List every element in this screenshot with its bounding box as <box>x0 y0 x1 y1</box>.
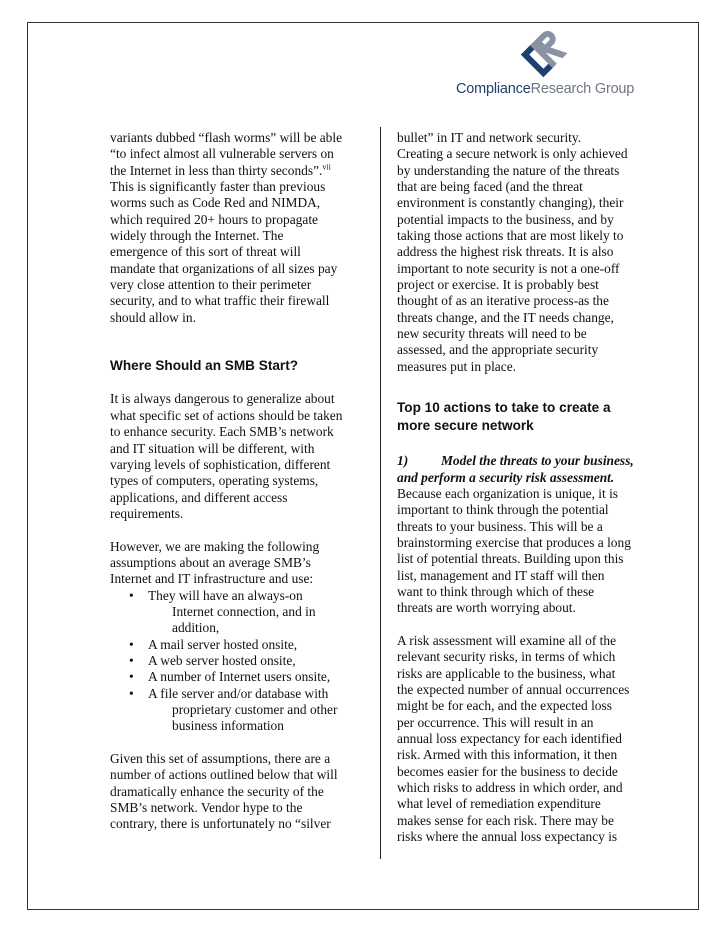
bullet-icon: • <box>129 587 134 603</box>
list-item-text: A file server and/or database with <box>148 685 329 701</box>
company-logo <box>456 30 638 102</box>
company-name-part1: Compliance <box>456 81 531 97</box>
text-line: SMB’s network. Vendor hype to the <box>110 800 303 816</box>
text-line: dramatically enhance the security of the <box>110 783 324 799</box>
text-line: list, management and IT staff will then <box>397 567 605 583</box>
text-line: to enhance security. Each SMB’s network <box>110 424 334 440</box>
text-line: taking those actions that are most likely to <box>397 228 624 244</box>
section-heading-top-10-line1: Top 10 actions to take to create a <box>397 400 611 416</box>
text-line: contrary, there is unfortunately no “silver <box>110 816 331 832</box>
text-line: threats are worth worrying about. <box>397 600 576 616</box>
text-line: variants dubbed “flash worms” will be able <box>110 130 343 145</box>
text-line: should allow in. <box>110 309 196 325</box>
text-line: applications, and different access <box>110 489 288 505</box>
list-item <box>110 637 375 653</box>
text-line: environment is constantly changing), their <box>397 195 624 211</box>
text-line: Given this set of assumptions, there are a <box>110 751 331 767</box>
text-line: “to infect almost all vulnerable servers on <box>110 146 334 162</box>
company-name-part2: Research Group <box>530 81 635 97</box>
text-line: bullet” in IT and network security. <box>397 130 582 145</box>
text-line: and IT situation will be different, with <box>110 440 315 456</box>
text-line: Creating a secure network is only achieved <box>397 146 628 162</box>
action-1-title-text: Model the threats to your business, <box>441 453 634 469</box>
right-column <box>397 130 657 845</box>
text-line: emergence of this sort of threat will <box>110 244 301 260</box>
text-line: assumptions about an average SMB’s <box>110 554 311 570</box>
text-line: very close attention to their perimeter <box>110 277 312 293</box>
text-line: types of computers, operating systems, <box>110 473 319 489</box>
text-line: address the highest risk threats. It is also <box>397 244 614 260</box>
list-item-text: A mail server hosted onsite, <box>148 636 298 652</box>
text-line: brainstorming exercise that produces a long <box>397 534 631 550</box>
text-line: which risks to address in which order, and <box>397 780 623 796</box>
list-item-continuation: proprietary customer and other <box>172 702 338 717</box>
text-line: important to think through the potential <box>397 502 609 518</box>
action-1-title-line2: and perform a security risk assessment. <box>397 469 615 485</box>
text-line: worms such as Code Red and NIMDA, <box>110 195 321 211</box>
text-line: relevant security risks, in terms of which <box>397 649 616 665</box>
list-item-text: A number of Internet users onsite, <box>148 669 331 685</box>
company-name <box>456 80 638 98</box>
list-item <box>110 669 375 685</box>
text-line: potential impacts to the business, and by <box>397 211 614 227</box>
text-line: This is significantly faster than previous <box>110 179 326 195</box>
text-line: risk. Armed with this information, it then <box>397 747 618 763</box>
text-line: that are being faced (and the threat <box>397 179 583 195</box>
action-1-title-line1 <box>397 453 657 469</box>
text-line: important to note security is not a one-off <box>397 260 620 276</box>
text-line: by understanding the nature of the threats <box>397 162 620 178</box>
list-item-continuation: addition, <box>172 620 220 636</box>
action-1-number: 1) <box>397 453 409 469</box>
text-line: Internet and IT infrastructure and use: <box>110 571 314 587</box>
bullet-icon: • <box>129 669 134 685</box>
text-line: risks are applicable to the business, what <box>397 665 616 681</box>
text-line: measures put in place. <box>397 358 516 374</box>
text-line: requirements. <box>110 505 184 521</box>
text-line: mandate that organizations of all sizes pay <box>110 260 338 276</box>
bullet-icon: • <box>129 652 134 668</box>
text-line: project or exercise. It is probably best <box>397 277 599 293</box>
text-line: which required 20+ hours to propagate <box>110 211 318 227</box>
text-line: want to think through which of these <box>397 583 595 599</box>
text-line: number of actions outlined below that will <box>110 767 338 783</box>
text-line: A risk assessment will examine all of the <box>397 632 617 648</box>
list-item <box>110 653 375 669</box>
text-line: Because each organization is unique, it is <box>397 485 619 501</box>
list-item-continuation: Internet connection, and in <box>172 603 316 619</box>
text-line: new security threats will need to be <box>397 326 587 342</box>
text-line: thought of as an iterative process-as the <box>397 293 609 309</box>
list-item-text: They will have an always-on <box>148 587 303 603</box>
text-line-content: the Internet in less than thirty seconds”. <box>110 162 323 178</box>
text-line: However, we are making the following <box>110 538 320 554</box>
footnote-reference[interactable]: vii <box>322 162 331 172</box>
section-heading-where-start: Where Should an SMB Start? <box>110 358 299 374</box>
text-line: might be for each, and the expected loss <box>397 698 612 714</box>
list-item-text: A web server hosted onsite, <box>148 652 296 668</box>
text-line: what level of remediation expenditure <box>397 796 601 812</box>
section-heading-top-10-line2: more secure network <box>397 418 534 434</box>
text-line: assessed, and the appropriate security <box>397 342 599 358</box>
list-item-continuation: business information <box>172 718 284 734</box>
bullet-icon: • <box>129 636 134 652</box>
list-item <box>110 588 375 604</box>
text-line: becomes easier for the business to decide <box>397 763 618 779</box>
cr-logo-mark-icon <box>506 30 578 82</box>
text-line: threats change, and the IT needs change, <box>397 309 614 325</box>
text-line: risks where the annual loss expectancy is <box>397 829 618 845</box>
text-line: It is always dangerous to generalize about <box>110 391 335 407</box>
text-line: varying levels of sophistication, different <box>110 456 331 472</box>
text-line: the expected number of annual occurrences <box>397 681 630 697</box>
text-line: widely through the Internet. The <box>110 228 284 244</box>
text-line: threats to your business. This will be a <box>397 518 603 534</box>
text-line: annual loss expectancy for each identified <box>397 731 622 746</box>
column-divider <box>380 127 381 859</box>
text-line: per occurrence. This will result in an <box>397 714 594 730</box>
list-item <box>110 686 375 702</box>
left-column <box>110 130 375 833</box>
bullet-icon: • <box>129 685 134 701</box>
text-line: what specific set of actions should be taken <box>110 407 343 423</box>
text-line: security, and to what traffic their firewall <box>110 293 330 309</box>
text-line: list of potential threats. Building upon this <box>397 551 624 567</box>
text-line: makes sense for each risk. There may be <box>397 812 614 828</box>
text-line <box>110 163 375 179</box>
